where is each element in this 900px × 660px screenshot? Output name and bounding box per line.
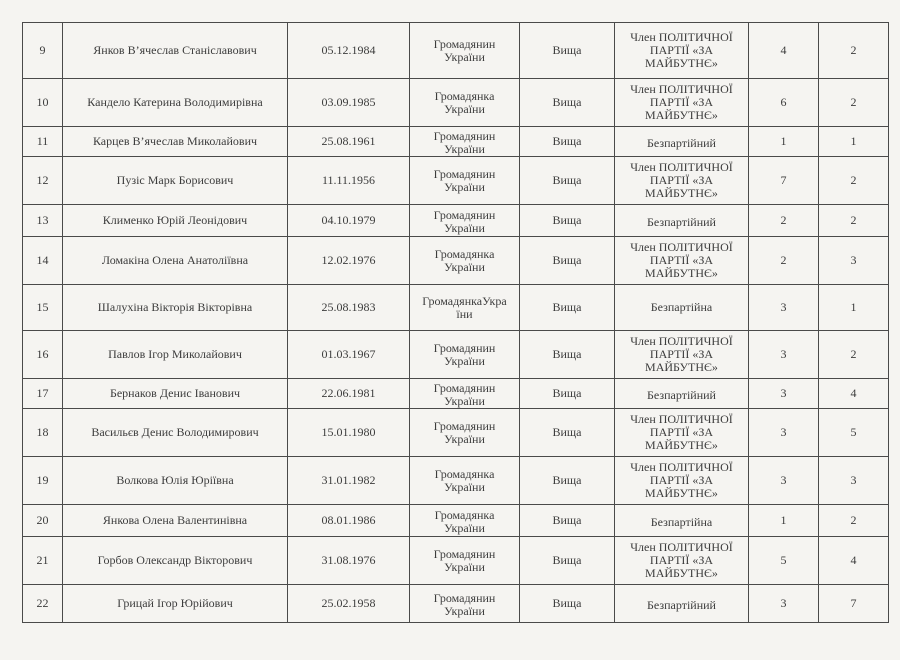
education: Вища: [520, 127, 615, 157]
citizenship: ГромадянкаУкра їни: [410, 285, 520, 331]
row-number: 10: [23, 79, 63, 127]
full-name: Янкова Олена Валентинівна: [63, 505, 288, 537]
education: Вища: [520, 23, 615, 79]
citizenship: Громадянин України: [410, 409, 520, 457]
table-row: [23, 205, 889, 237]
education: Вища: [520, 205, 615, 237]
birth-date: 22.06.1981: [288, 379, 410, 409]
education: Вища: [520, 585, 615, 623]
birth-date: 08.01.1986: [288, 505, 410, 537]
party-membership: Член ПОЛІТИЧНОЇ ПАРТІЇ «ЗА МАЙБУТНЄ»: [615, 23, 749, 79]
value-b: 2: [819, 505, 889, 537]
row-number: 22: [23, 585, 63, 623]
value-a: 2: [749, 237, 819, 285]
citizenship: Громадянин України: [410, 157, 520, 205]
value-b: 1: [819, 285, 889, 331]
row-number: 17: [23, 379, 63, 409]
value-b: 2: [819, 157, 889, 205]
full-name: Волкова Юлія Юріївна: [63, 457, 288, 505]
value-a: 7: [749, 157, 819, 205]
party-membership: Безпартійний: [615, 127, 749, 157]
value-a: 1: [749, 505, 819, 537]
education: Вища: [520, 457, 615, 505]
table-row: [23, 505, 889, 537]
birth-date: 01.03.1967: [288, 331, 410, 379]
full-name: Павлов Ігор Миколайович: [63, 331, 288, 379]
table-row: [23, 331, 889, 379]
value-b: 3: [819, 237, 889, 285]
full-name: Бернаков Денис Іванович: [63, 379, 288, 409]
value-b: 2: [819, 79, 889, 127]
full-name: Васильєв Денис Володимирович: [63, 409, 288, 457]
full-name: Грицай Ігор Юрійович: [63, 585, 288, 623]
row-number: 20: [23, 505, 63, 537]
full-name: Янков В’ячеслав Станіславович: [63, 23, 288, 79]
full-name: Горбов Олександр Вікторович: [63, 537, 288, 585]
value-a: 3: [749, 285, 819, 331]
value-b: 2: [819, 205, 889, 237]
birth-date: 03.09.1985: [288, 79, 410, 127]
citizenship: Громадянин України: [410, 23, 520, 79]
value-a: 3: [749, 331, 819, 379]
row-number: 13: [23, 205, 63, 237]
value-a: 1: [749, 127, 819, 157]
value-a: 3: [749, 379, 819, 409]
birth-date: 31.01.1982: [288, 457, 410, 505]
row-number: 14: [23, 237, 63, 285]
party-membership: Член ПОЛІТИЧНОЇ ПАРТІЇ «ЗА МАЙБУТНЄ»: [615, 157, 749, 205]
party-membership: Член ПОЛІТИЧНОЇ ПАРТІЇ «ЗА МАЙБУТНЄ»: [615, 537, 749, 585]
birth-date: 25.08.1983: [288, 285, 410, 331]
full-name: Пузіс Марк Борисович: [63, 157, 288, 205]
education: Вища: [520, 537, 615, 585]
value-a: 4: [749, 23, 819, 79]
birth-date: 05.12.1984: [288, 23, 410, 79]
row-number: 15: [23, 285, 63, 331]
value-b: 3: [819, 457, 889, 505]
table-row: [23, 157, 889, 205]
citizenship: Громадянка України: [410, 457, 520, 505]
citizenship: Громадянин України: [410, 379, 520, 409]
full-name: Кандело Катерина Володимирівна: [63, 79, 288, 127]
row-number: 21: [23, 537, 63, 585]
party-membership: Член ПОЛІТИЧНОЇ ПАРТІЇ «ЗА МАЙБУТНЄ»: [615, 79, 749, 127]
citizenship: Громадянка України: [410, 237, 520, 285]
education: Вища: [520, 285, 615, 331]
table-row: [23, 585, 889, 623]
table-row: [23, 285, 889, 331]
full-name: Карцев В’ячеслав Миколайович: [63, 127, 288, 157]
value-a: 2: [749, 205, 819, 237]
value-b: 1: [819, 127, 889, 157]
birth-date: 25.02.1958: [288, 585, 410, 623]
value-b: 7: [819, 585, 889, 623]
table-row: [23, 409, 889, 457]
education: Вища: [520, 157, 615, 205]
party-membership: Безпартійний: [615, 379, 749, 409]
citizenship: Громадянка України: [410, 79, 520, 127]
value-a: 6: [749, 79, 819, 127]
birth-date: 15.01.1980: [288, 409, 410, 457]
citizenship: Громадянин України: [410, 331, 520, 379]
value-a: 5: [749, 537, 819, 585]
education: Вища: [520, 237, 615, 285]
row-number: 12: [23, 157, 63, 205]
candidates-table: [22, 22, 889, 623]
row-number: 18: [23, 409, 63, 457]
citizenship: Громадянин України: [410, 585, 520, 623]
table-row: [23, 79, 889, 127]
party-membership: Член ПОЛІТИЧНОЇ ПАРТІЇ «ЗА МАЙБУТНЄ»: [615, 457, 749, 505]
row-number: 19: [23, 457, 63, 505]
party-membership: Член ПОЛІТИЧНОЇ ПАРТІЇ «ЗА МАЙБУТНЄ»: [615, 409, 749, 457]
education: Вища: [520, 379, 615, 409]
table-row: [23, 237, 889, 285]
citizenship: Громадянин України: [410, 205, 520, 237]
citizenship: Громадянин України: [410, 127, 520, 157]
birth-date: 04.10.1979: [288, 205, 410, 237]
birth-date: 25.08.1961: [288, 127, 410, 157]
row-number: 9: [23, 23, 63, 79]
party-membership: Член ПОЛІТИЧНОЇ ПАРТІЇ «ЗА МАЙБУТНЄ»: [615, 237, 749, 285]
table-row: [23, 537, 889, 585]
party-membership: Безпартійна: [615, 285, 749, 331]
education: Вища: [520, 505, 615, 537]
value-a: 3: [749, 585, 819, 623]
value-b: 5: [819, 409, 889, 457]
full-name: Ломакіна Олена Анатоліївна: [63, 237, 288, 285]
row-number: 11: [23, 127, 63, 157]
party-membership: Член ПОЛІТИЧНОЇ ПАРТІЇ «ЗА МАЙБУТНЄ»: [615, 331, 749, 379]
birth-date: 11.11.1956: [288, 157, 410, 205]
citizenship: Громадянка України: [410, 505, 520, 537]
value-a: 3: [749, 409, 819, 457]
table-row: [23, 457, 889, 505]
table-row: [23, 127, 889, 157]
full-name: Шалухіна Вікторія Вікторівна: [63, 285, 288, 331]
birth-date: 12.02.1976: [288, 237, 410, 285]
value-b: 2: [819, 23, 889, 79]
table-row: [23, 23, 889, 79]
citizenship: Громадянин України: [410, 537, 520, 585]
party-membership: Безпартійна: [615, 505, 749, 537]
table-row: [23, 379, 889, 409]
value-b: 4: [819, 379, 889, 409]
party-membership: Безпартійний: [615, 205, 749, 237]
full-name: Клименко Юрій Леонідович: [63, 205, 288, 237]
row-number: 16: [23, 331, 63, 379]
value-b: 4: [819, 537, 889, 585]
value-b: 2: [819, 331, 889, 379]
education: Вища: [520, 331, 615, 379]
party-membership: Безпартійний: [615, 585, 749, 623]
education: Вища: [520, 79, 615, 127]
birth-date: 31.08.1976: [288, 537, 410, 585]
education: Вища: [520, 409, 615, 457]
value-a: 3: [749, 457, 819, 505]
